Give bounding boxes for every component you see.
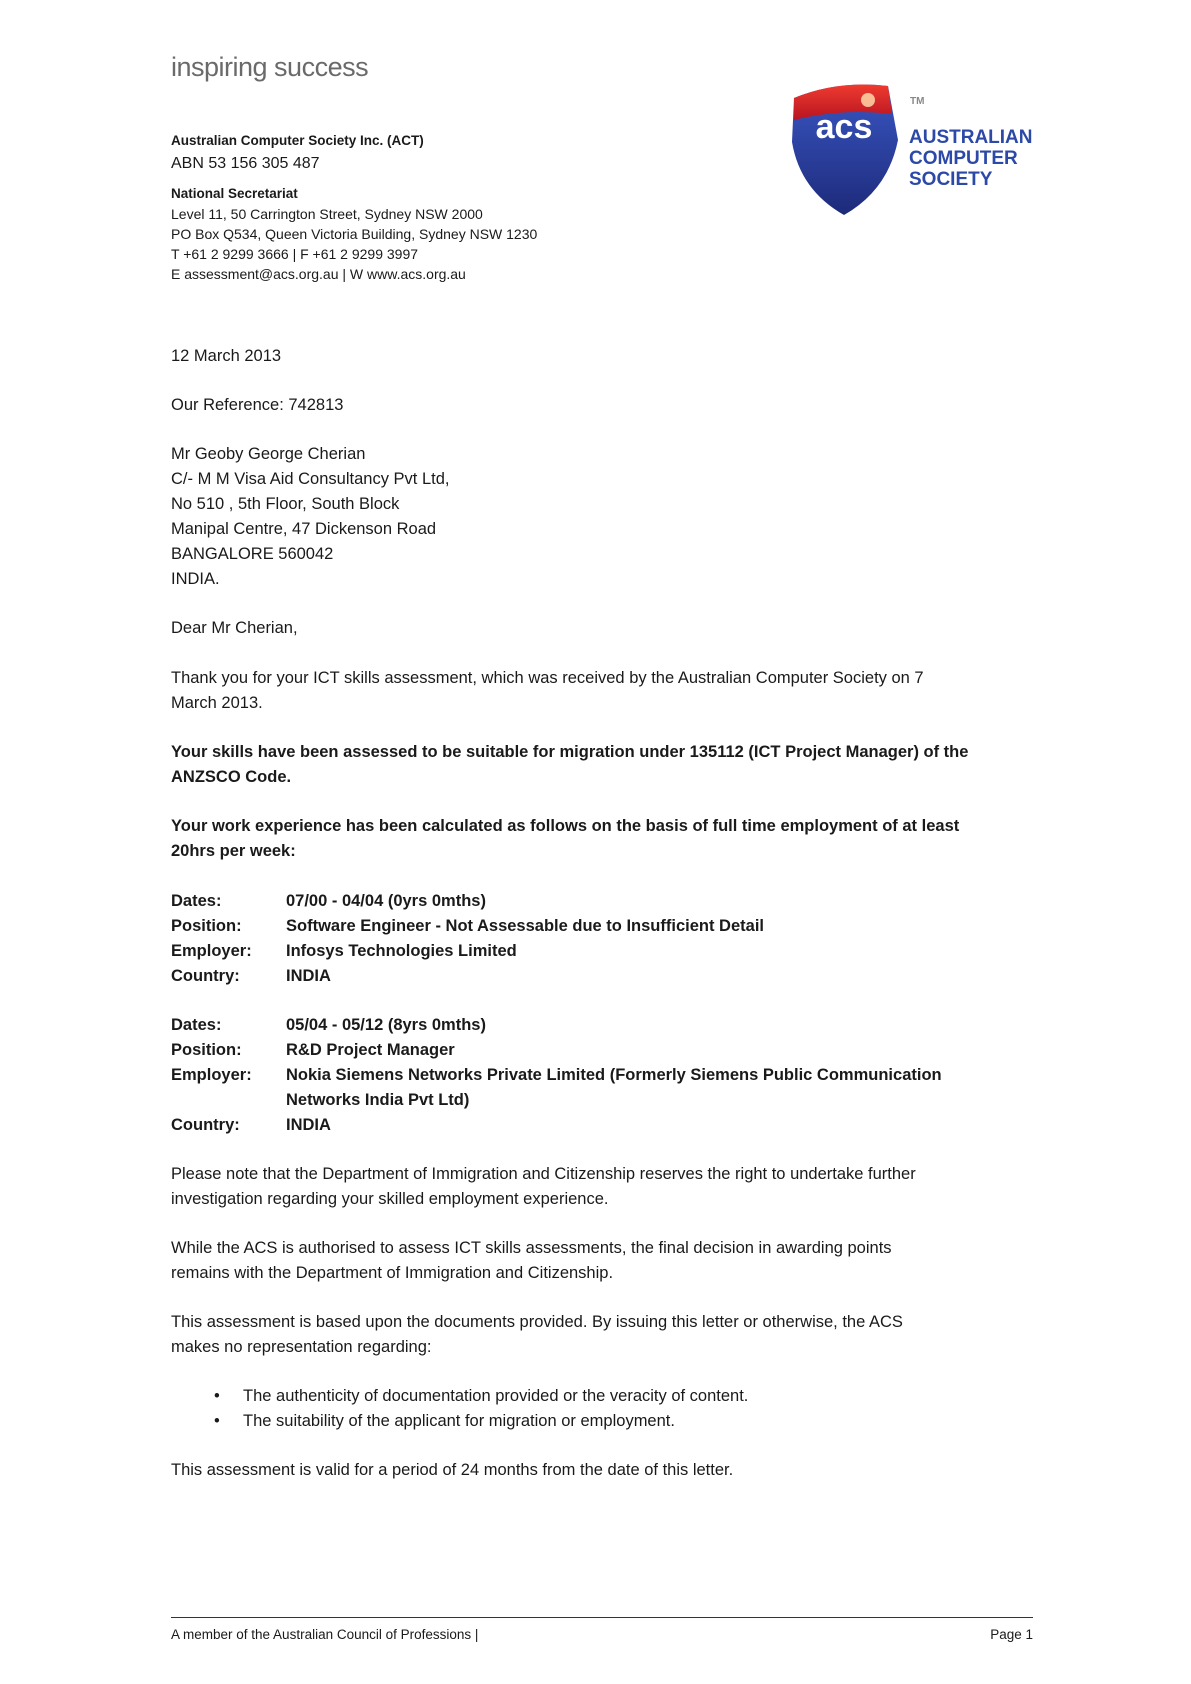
field-value: Networks India Pvt Ltd) bbox=[286, 1091, 470, 1109]
tagline: inspiring success bbox=[171, 52, 369, 82]
field-label: Country: bbox=[171, 1116, 240, 1134]
field-label: Employer: bbox=[171, 942, 252, 960]
assessment-result-line: ANZSCO Code. bbox=[171, 768, 292, 786]
field-value: 05/04 - 05/12 (8yrs 0mths) bbox=[286, 1016, 486, 1034]
footer-divider bbox=[171, 1617, 1033, 1618]
field-label: Position: bbox=[171, 1041, 242, 1059]
intro-paragraph-line: March 2013. bbox=[171, 694, 263, 712]
salutation: Dear Mr Cherian, bbox=[171, 619, 298, 637]
logo-mark: acs bbox=[815, 108, 873, 146]
field-label: Employer: bbox=[171, 1066, 252, 1084]
letter-date: 12 March 2013 bbox=[171, 347, 282, 365]
contact-email-line: E assessment@acs.org.au | W www.acs.org.au bbox=[171, 266, 466, 282]
address-line: Level 11, 50 Carrington Street, Sydney NSW 2000 bbox=[171, 206, 483, 222]
field-value: Nokia Siemens Networks Private Limited (Formerly Siemens Public Communication bbox=[286, 1066, 942, 1084]
recipient-line: Mr Geoby George Cherian bbox=[171, 445, 366, 463]
field-value: R&D Project Manager bbox=[286, 1041, 455, 1059]
intro-paragraph-line: Thank you for your ICT skills assessment, which was received by the Australian Computer Society on 7 bbox=[171, 669, 924, 687]
basis-paragraph-line: makes no representation regarding: bbox=[171, 1338, 432, 1356]
field-label: Country: bbox=[171, 967, 240, 985]
logo-word: COMPUTER bbox=[909, 148, 1018, 169]
authority-paragraph-line: remains with the Department of Immigration and Citizenship. bbox=[171, 1264, 614, 1282]
acs-logo bbox=[788, 80, 1038, 220]
field-value: INDIA bbox=[286, 1116, 331, 1134]
contact-phone-line: T +61 2 9299 3666 | F +61 2 9299 3997 bbox=[171, 246, 419, 262]
footer-membership: A member of the Australian Council of Professions | bbox=[171, 1627, 479, 1642]
field-value: Infosys Technologies Limited bbox=[286, 942, 517, 960]
recipient-line: Manipal Centre, 47 Dickenson Road bbox=[171, 520, 437, 538]
logo-word: AUSTRALIAN bbox=[909, 127, 1033, 148]
recipient-line: C/- M M Visa Aid Consultancy Pvt Ltd, bbox=[171, 470, 450, 488]
authority-paragraph-line: While the ACS is authorised to assess ICT skills assessments, the final decision in awarding points bbox=[171, 1239, 892, 1257]
office-name: National Secretariat bbox=[171, 186, 298, 201]
recipient-line: INDIA. bbox=[171, 570, 220, 588]
field-label: Dates: bbox=[171, 892, 222, 910]
bullet-icon: • bbox=[214, 1412, 220, 1430]
bullet-icon: • bbox=[214, 1387, 220, 1405]
logo-tm: TM bbox=[910, 96, 925, 107]
org-name: Australian Computer Society Inc. (ACT) bbox=[171, 133, 424, 148]
recipient-line: BANGALORE 560042 bbox=[171, 545, 334, 563]
page-number: Page 1 bbox=[990, 1627, 1033, 1642]
list-item-text: The authenticity of documentation provided or the veracity of content. bbox=[243, 1387, 749, 1405]
sun-burst-shape bbox=[861, 93, 875, 107]
address-line: PO Box Q534, Queen Victoria Building, Sydney NSW 1230 bbox=[171, 226, 538, 242]
field-value: INDIA bbox=[286, 967, 331, 985]
note-paragraph-line: investigation regarding your skilled employment experience. bbox=[171, 1190, 609, 1208]
assessment-result-line: Your skills have been assessed to be suitable for migration under 135112 (ICT Project Manager) of the bbox=[171, 743, 969, 761]
field-value: 07/00 - 04/04 (0yrs 0mths) bbox=[286, 892, 486, 910]
field-label: Position: bbox=[171, 917, 242, 935]
validity-statement: This assessment is valid for a period of 24 months from the date of this letter. bbox=[171, 1461, 734, 1479]
abn: ABN 53 156 305 487 bbox=[171, 155, 320, 172]
experience-intro-line: Your work experience has been calculated as follows on the basis of full time employment of at least bbox=[171, 817, 960, 835]
list-item-text: The suitability of the applicant for migration or employment. bbox=[243, 1412, 675, 1430]
field-label: Dates: bbox=[171, 1016, 222, 1034]
experience-intro-line: 20hrs per week: bbox=[171, 842, 296, 860]
field-value: Software Engineer - Not Assessable due to Insufficient Detail bbox=[286, 917, 764, 935]
note-paragraph-line: Please note that the Department of Immigration and Citizenship reserves the right to undertake further bbox=[171, 1165, 916, 1183]
logo-word: SOCIETY bbox=[909, 169, 993, 190]
reference-number: Our Reference: 742813 bbox=[171, 396, 344, 414]
recipient-line: No 510 , 5th Floor, South Block bbox=[171, 495, 400, 513]
basis-paragraph-line: This assessment is based upon the documents provided. By issuing this letter or otherwise, the ACS bbox=[171, 1313, 903, 1331]
